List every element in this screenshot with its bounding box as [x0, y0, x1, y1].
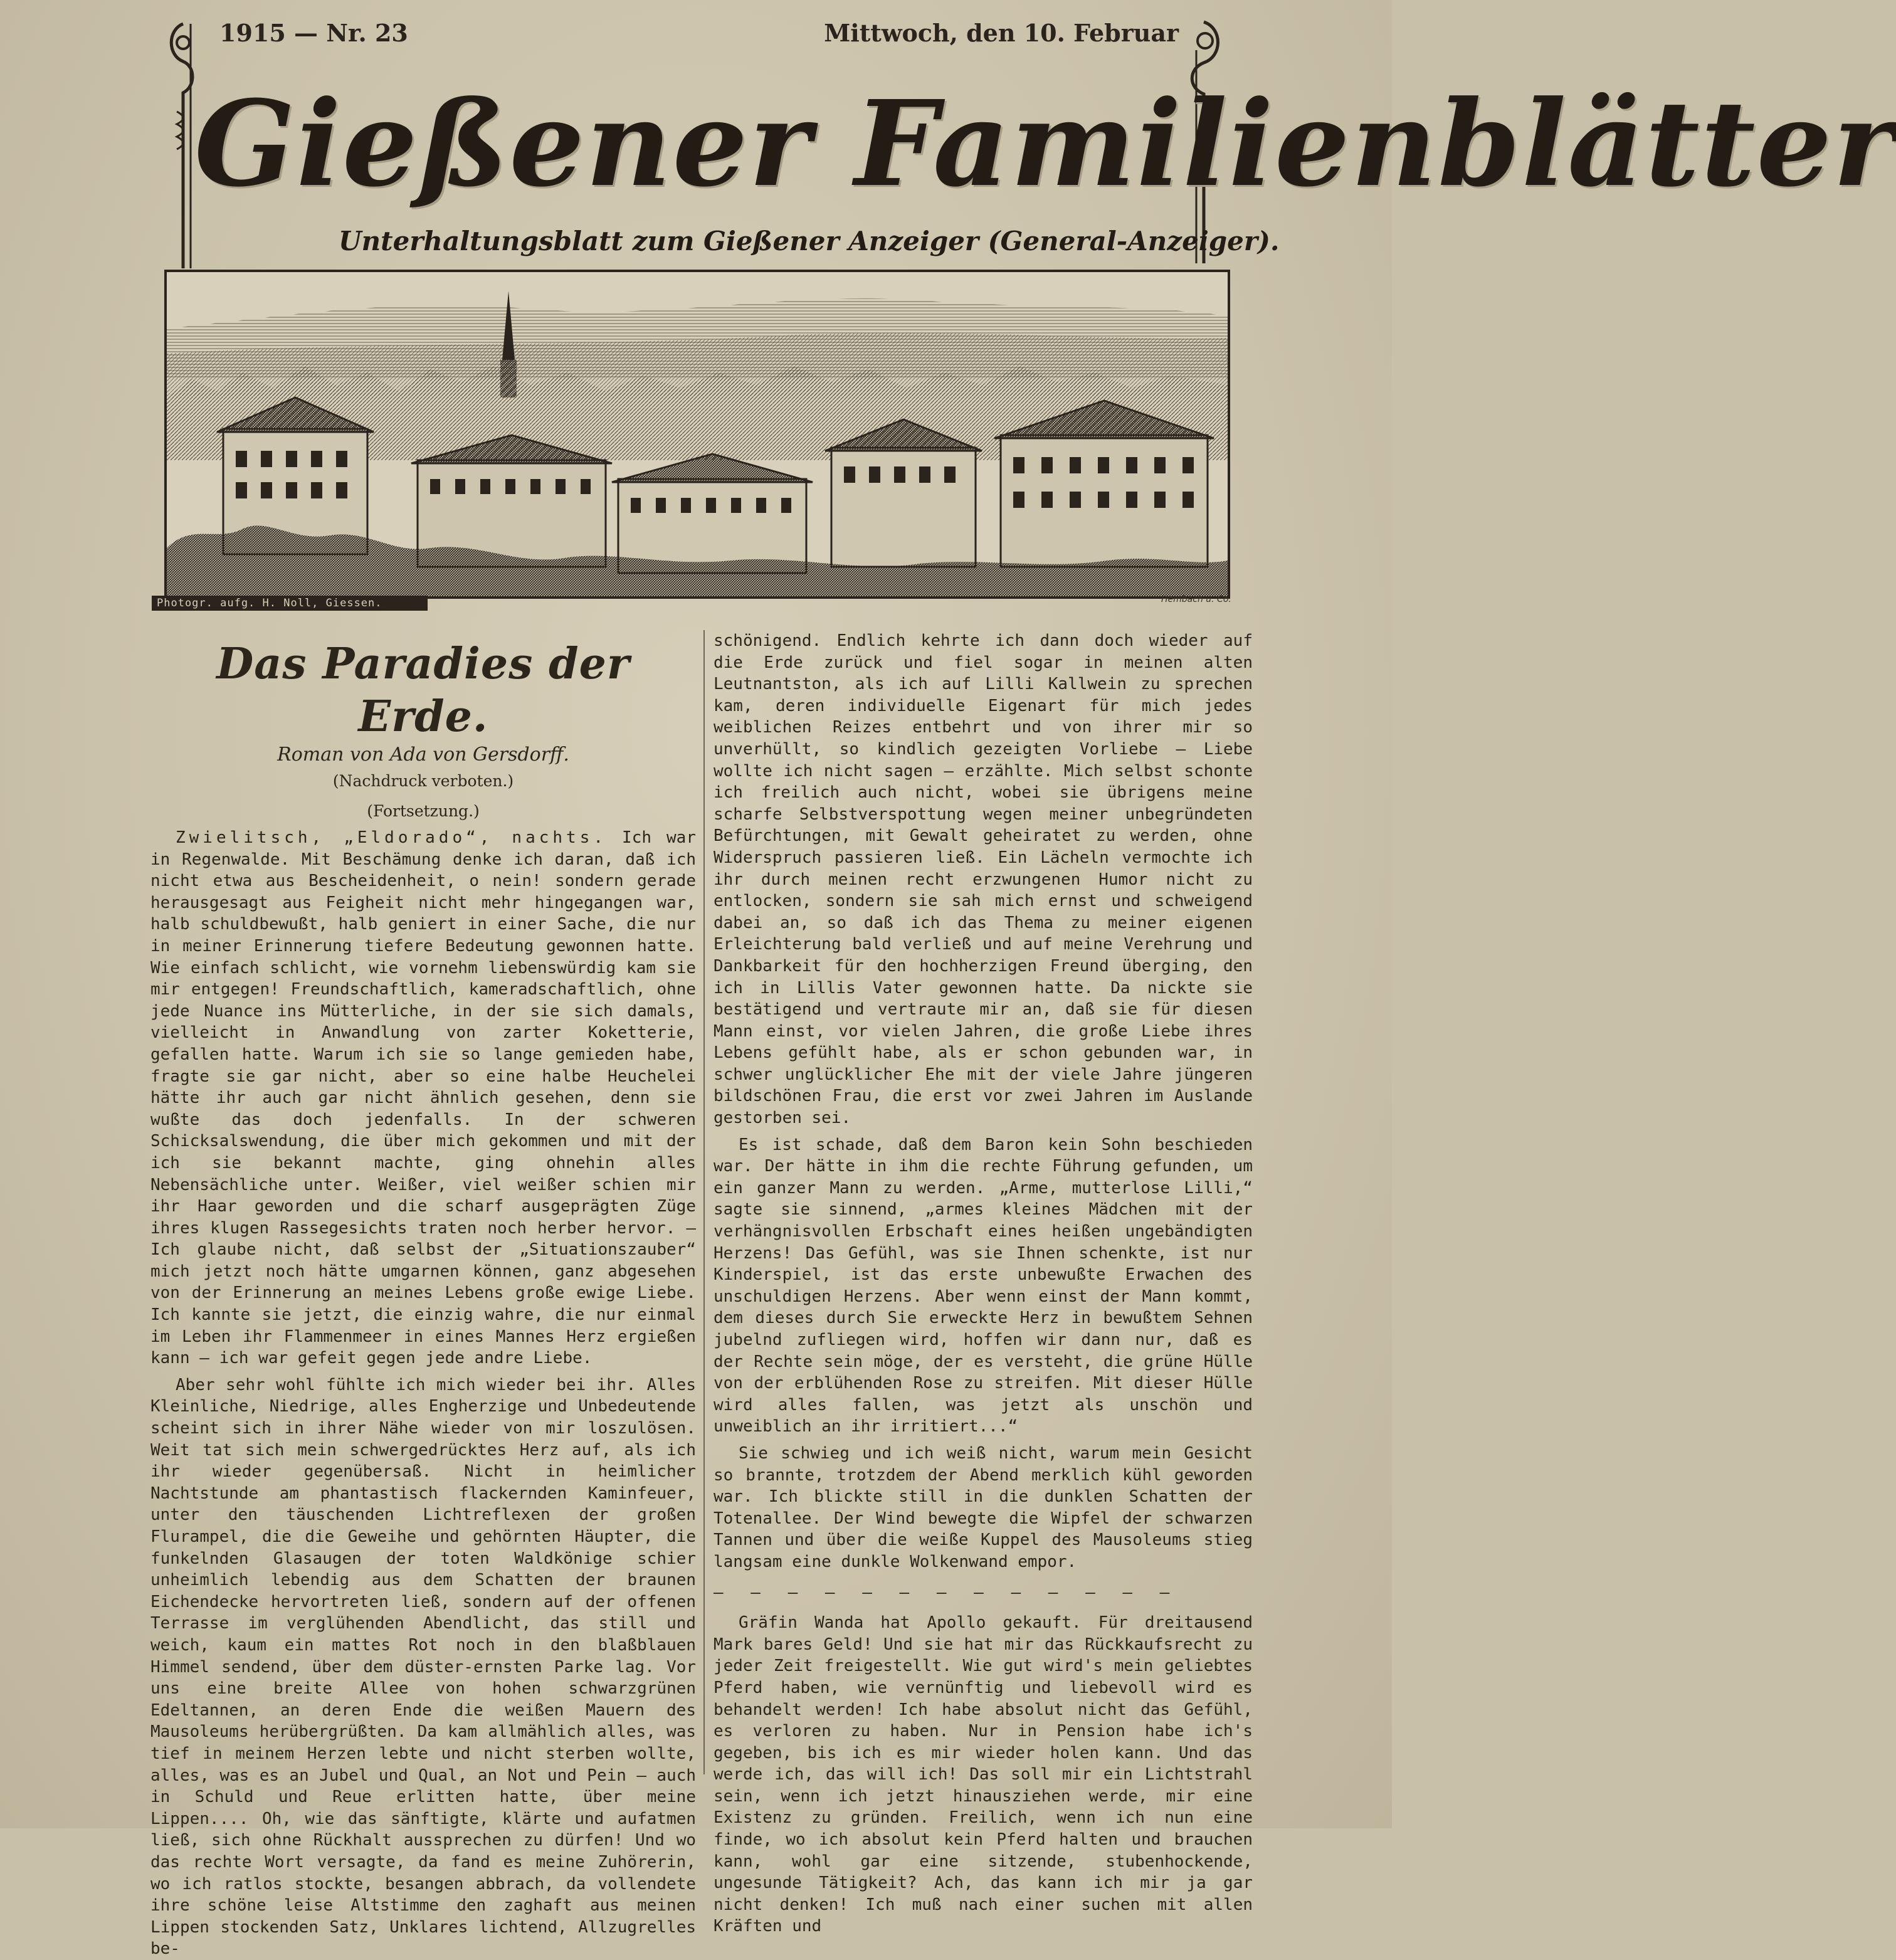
engraver-credit: Hembach u. Co. — [1161, 594, 1231, 604]
masthead-subtitle: Unterhaltungsblatt zum Gießener Anzeiger (General-Anzeiger). — [339, 226, 1280, 256]
paragraph — [150, 827, 696, 1369]
article-byline: Roman von Ada von Gersdorff. — [277, 744, 569, 766]
town-engraving — [164, 270, 1230, 599]
article-column-2 — [714, 630, 1253, 1937]
article-column-1 — [150, 630, 696, 1960]
town-engraving-illustration — [167, 272, 1228, 596]
column-divider — [703, 630, 705, 1774]
paragraph: schönigend. Endlich kehrte ich dann doch wieder auf die Erde zurück und fiel sogar in meinen alten Leutnantston, als ich auf Lilli Kallwein zu sprechen kam, deren individuelle Eigenart für mich jedes weiblichen Reizes entbehrt und von ihrer mir so unverhüllt, so kindlich gezeigten Vorliebe — Liebe wollte ich nicht sagen — erzählte. Mich selbst schonte ich freilich auch nicht, wobei sie übrigens meine scharfe Selbstverspottung wegen meiner unbegründeten Befürchtungen, mit Gewalt geheiratet zu werden, ohne Widerspruch passieren ließ. Ein Lächeln vermochte ich ihr durch meinen recht erzwungenen Humor nicht zu entlocken, sondern sie sah mich ernst und schweigend dabei an, so daß ich das Thema zu meiner eigenen Erleichterung bald verließ und auf meine Verehrung und Dankbarkeit für den hochherzigen Freund überging, den ich in Lillis Vater gewonnen hatte. Da nickte sie bestätigend und vertraute mir an, daß sie für diesen Mann einst, vor vielen Jahren, die große Liebe ihres Lebens gefühlt habe, als er schon gebunden war, in schwer unglücklicher Ehe mit der viele Jahre jüngeren bildschönen Frau, die erst vor zwei Jahren im Auslande gestorben sei. — [714, 631, 1253, 1128]
paragraph-text: Ich war in Regenwalde. Mit Beschämung denke ich daran, daß ich nicht etwa aus Bescheidenheit, o nein! sondern gerade herausgesagt aus Feigheit nicht mehr hingegangen war, halb schuldbewußt, halb geniert in einer Sache, die nur in meiner Erinnerung tiefere Bedeutung gewonnen hatte. Wie einfach schlicht, wie vornehm liebenswürdig kam sie mir entgegen! Freundschaftlich, kameradschaftlich, ohne jede Nuance ins Mütterliche, in der sie sich damals, vielleicht in Anwandlung von zarter Koketterie, gefallen hatte. Warum ich sie so lange gemieden habe, fragte sie gar nicht, aber so eine halbe Heuchelei hätte ihr auch gar nicht ähnlich gesehen, denn sie wußte das doch jedenfalls. In der schweren Schicksalswendung, die über mich gekommen und mit der ich sie bekannt machte, ging ohnehin alles Nebensächliche unter. Weißer, viel weißer schien mir ihr Haar geworden und die scharf ausgeprägten Züge ihres klugen Rassegesichts traten noch herber hervor. — Ich glaube nicht, daß selbst der „Situationszauber“ mich jetzt noch hätte umgarnen können, ganz abgesehen von der Erinnerung an meines Lebens große ewige Liebe. Ich kannte sie jetzt, die einzig wahre, die nur einmal im Leben ihr Flammenmeer in eines Mannes Herz ergießen kann — ich war gefeit gegen jede andre Liebe. — [150, 828, 696, 1368]
issue-line — [219, 19, 1179, 56]
paragraph: Sie schwieg und ich weiß nicht, warum mein Gesicht so brannte, trotzdem der Abend merklich kühl geworden war. Ich blickte still in die dunklen Schatten der Totenallee. Der Wind bewegte die Wipfel der schwarzen Tannen und über die weiße Kuppel des Mausoleums stieg langsam eine dunkle Wolkenwand empor. — [714, 1443, 1253, 1571]
issue-number: 1915 — Nr. 23 — [219, 19, 408, 47]
masthead-title: Gießener Familienblätter — [194, 75, 1896, 213]
photo-credit: Photogr. aufg. H. Noll, Giessen. — [152, 596, 428, 611]
reprint-notice: (Nachdruck verboten.) — [332, 772, 514, 790]
issue-date: Mittwoch, den 10. Februar — [824, 19, 1179, 47]
article-title: Das Paradies der Erde. — [216, 639, 630, 742]
continuation-note: (Fortsetzung.) — [367, 802, 480, 820]
section-separator: — — — — — — — — — — — — — — [714, 1583, 1179, 1602]
paragraph: Gräfin Wanda hat Apollo gekauft. Für dreitausend Mark bares Geld! Und sie hat mir das Rückkaufsrecht zu jeder Zeit freigestellt. Wie gut wird's mein geliebtes Pferd haben, wie vernünftig und liebevoll wird es behandelt werden! Ich habe absolut nicht das Gefühl, es verloren zu haben. Nur in Pension habe ich's gegeben, bis ich es mir wieder holen kann. Und das werde ich, das will ich! Das soll mir ein Lichtstrahl sein, wenn ich jetzt hinausziehen werde, mir eine Existenz zu gründen. Freilich, wenn ich nun eine finde, wo ich absolut kein Pferd halten und brauchen kann, wohl gar eine sitzende, stubenhockende, ungesunde Tätigkeit? Ach, das kann ich mir ja gar nicht denken! Ich muß nach einer suchen mit allen Kräften und — [714, 1613, 1253, 1936]
paragraph: Aber sehr wohl fühlte ich mich wieder bei ihr. Alles Kleinliche, Niedrige, alles Engherzige und Unbedeutende scheint sich in ihrer Nähe wieder von mir loszulösen. Weit tat sich mein schwergedrücktes Herz auf, als ich ihr wieder gegenübersaß. Nicht in heimlicher Nachtstunde am phantastisch flackernden Kaminfeuer, unter den täuschenden Lichtreflexen der großen Flurampel, die die Geweihe und gehörnten Häupter, die funkelnden Glasaugen der toten Waldkönige schier unheimlich lebendig aus dem Schatten der braunen Eichendecke hervortreten ließ, sondern auf der offenen Terrasse im verglühenden Abendlicht, das still und weich, kaum ein mattes Rot noch in den blaßblauen Himmel sendend, über dem düster-ernsten Parke lag. Vor uns eine breite Allee von hohen schwarzgrünen Edeltannen, an deren Ende die weißen Mauern des Mausoleums herübergrüßten. Da kam allmählich alles, was tief in meinem Herzen lebte und nicht sterben wollte, alles, was es an Jubel und Qual, an Not und Pein — auch in Schuld und Reue erlitten hatte, über meine Lippen.... Oh, wie das sänftigte, klärte und aufatmen ließ, sich ohne Rückhalt aussprechen zu dürfen! Und wo das rechte Wort versagte, da fand es meine Zuhörerin, wo ich ratlos stockte, besangen abbrach, da vollendete ihre schöne leise Altstimme den zaghaft aus meinen Lippen stockenden Satz, Unklares lichtend, Allzugrelles be- — [150, 1375, 696, 1959]
lead-in: Zwielitsch, „Eldorado“, nachts. — [176, 828, 608, 847]
paragraph: Es ist schade, daß dem Baron kein Sohn beschieden war. Der hätte in ihm die rechte Führung gefunden, um ein ganzer Mann zu werden. „Arme, mutterlose Lilli,“ sagte sie sinnend, „armes kleines Mädchen mit der verhängnisvollen Erbschaft eines heißen ungebändigten Herzens! Das Gefühl, was sie Ihnen schenkte, ist nur Kinderspiel, ist das erste unbewußte Erwachen des unschuldigen Herzens. Aber wenn einst der Mann kommt, dem dieses durch Sie erweckte Herz in bewußtem Sehnen jubelnd zufliegen wird, hoffen wir dann nur, daß es der Rechte sein möge, der es versteht, die grüne Hülle von der erblühenden Rose zu streifen. Mit dieser Hülle wird alles fallen, was jetzt als unschön und unweiblich an ihr irritiert...“ — [714, 1135, 1253, 1436]
